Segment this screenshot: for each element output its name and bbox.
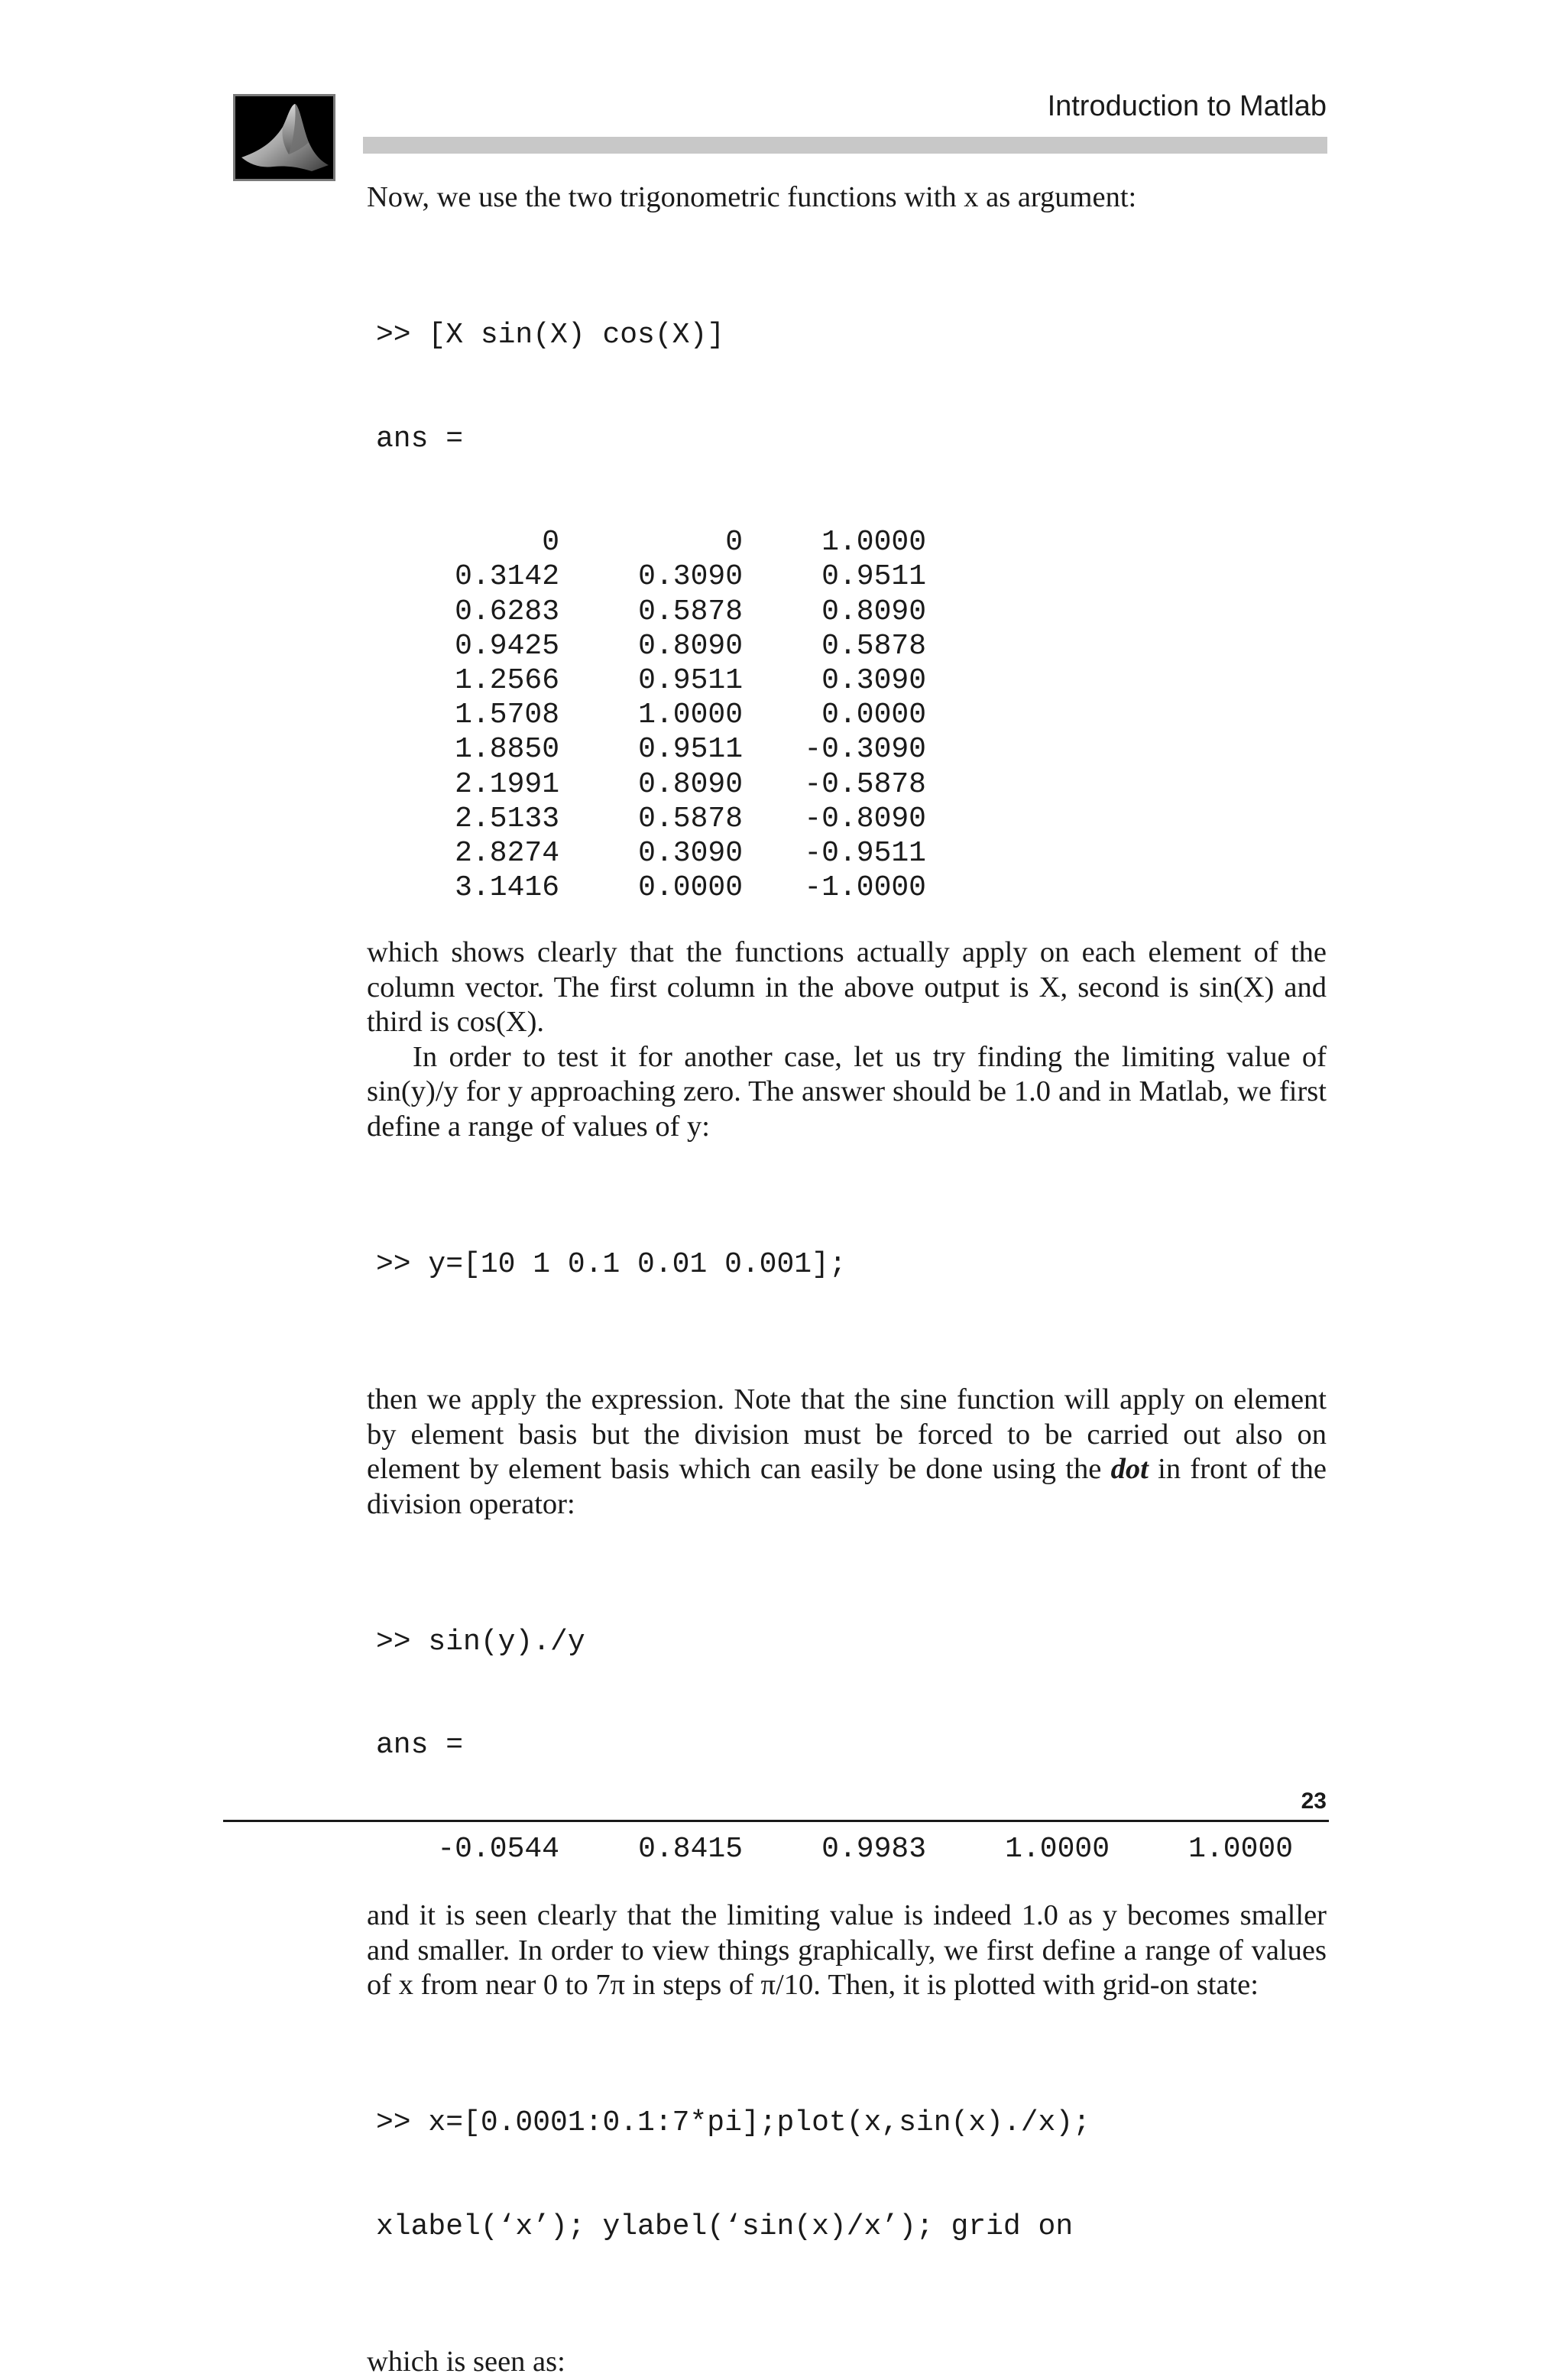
matrix-cell: 0.3142: [455, 560, 559, 594]
code-block-y-range: [367, 1178, 1327, 1351]
intro-paragraph: Now, we use the two trigonometric functions with x as argument:: [367, 181, 1137, 213]
matrix-cell: 0.0000: [638, 871, 743, 905]
header-title: Introduction to Matlab: [1047, 90, 1327, 122]
vector-cell: 0.9983: [821, 1832, 926, 1866]
paragraph-graphical: and it is seen clearly that the limiting value is indeed 1.0 as y becomes smaller and smaller. In order to view things graphically, we first define a range of values of x from near 0 to 7π in steps of π/10. Then, it is plotted with grid-on state:: [367, 1899, 1327, 2002]
matrix-cell: 0.5878: [821, 629, 926, 663]
code-block-plot: [367, 2037, 1327, 2314]
matrix-cell: -0.3090: [804, 733, 926, 767]
matrix-cell: 1.0000: [821, 526, 926, 559]
vector-cell: 1.0000: [1005, 1832, 1110, 1866]
footer-rule: [223, 1820, 1329, 1822]
header-bar: [363, 137, 1327, 154]
matrix-cell: 0.3090: [638, 560, 743, 594]
matrix-row: [367, 559, 926, 594]
text-fragment: in front of the division operator:: [367, 1453, 1327, 1520]
code-command: >> sin(y)./y: [376, 1625, 585, 1659]
matrix-cell: 2.1991: [455, 767, 559, 801]
matrix-row: [367, 767, 926, 802]
code-command: >> [X sin(X) cos(X)]: [376, 318, 725, 352]
vector-cell: 1.0000: [1188, 1832, 1293, 1866]
matrix-cell: 1.5708: [455, 699, 559, 732]
paragraph-explanation: which shows clearly that the functions actually apply on each element of the column vector. The first column in the above output is X, second is sin(X) and third is cos(X).: [367, 936, 1327, 1039]
matrix-cell: 0.9511: [821, 560, 926, 594]
matrix-row: [367, 698, 926, 732]
matrix-cell: 0.3090: [821, 663, 926, 697]
matrix-cell: 2.8274: [455, 836, 559, 870]
matrix-cell: 0.8090: [638, 629, 743, 663]
paragraph-seen-as: which is seen as:: [367, 2346, 565, 2378]
paragraph-limit-test: In order to test it for another case, let us try finding the limiting value of sin(y)/y for y approaching zero. The answer should be 1.0 and in Matlab, we first define a range of values of y:: [367, 1040, 1327, 1143]
matrix-cell: 0.8090: [638, 767, 743, 801]
matrix-cell: 0.9511: [638, 733, 743, 767]
matrix-cell: 0.3090: [638, 836, 743, 870]
code-block-sinc: [367, 1555, 1327, 1832]
matrix-cell: 0.5878: [638, 802, 743, 835]
page-number: 23: [1301, 1788, 1327, 1814]
matrix-cell: -1.0000: [804, 871, 926, 905]
code-line-plot: >> x=[0.0001:0.1:7*pi];plot(x,sin(x)./x);: [376, 2106, 1090, 2140]
matrix-cell: 1.2566: [455, 663, 559, 697]
matrix-row: [367, 525, 926, 559]
vector-cell: 0.8415: [638, 1832, 743, 1866]
code-block-trig: [367, 249, 1327, 526]
matrix-row: [367, 663, 926, 698]
matrix-cell: -0.8090: [804, 802, 926, 835]
text-fragment: then we apply the expression. Note that the sine function will apply on element by element basis but the division must be forced to be carried out also on element by element basis which can easily be done using the: [367, 1383, 1327, 1486]
code-line-labels: xlabel(‘x’); ylabel(‘sin(x)/x’); grid on: [376, 2210, 1074, 2243]
matrix-cell: 0.8090: [821, 595, 926, 628]
matrix-row: [367, 836, 926, 871]
code-command: >> y=[10 1 0.1 0.01 0.001];: [376, 1247, 847, 1281]
paragraph-dot-operator: [367, 1383, 1327, 1522]
matrix-cell: 1.0000: [638, 699, 743, 732]
matrix-cell: 0.0000: [821, 699, 926, 732]
matrix-row: [367, 595, 926, 629]
vector-cell: -0.0544: [437, 1832, 559, 1866]
code-ans-label: ans =: [376, 422, 464, 456]
matrix-cell: 0: [542, 526, 559, 559]
matrix-row: [367, 732, 926, 767]
sinc-output-row: [367, 1832, 1293, 1866]
matrix-row: [367, 802, 926, 836]
trig-output-matrix: [367, 525, 926, 905]
matrix-cell: 2.5133: [455, 802, 559, 835]
matrix-cell: 0.9511: [638, 663, 743, 697]
matrix-row: [367, 871, 926, 905]
vector-row: [367, 1832, 1293, 1866]
matrix-cell: 1.8850: [455, 733, 559, 767]
matrix-cell: 0.6283: [455, 595, 559, 628]
code-ans-label: ans =: [376, 1729, 464, 1762]
matrix-cell: 0: [725, 526, 743, 559]
matrix-cell: -0.5878: [804, 767, 926, 801]
matlab-logo-icon: [233, 94, 335, 181]
matrix-cell: 0.9425: [455, 629, 559, 663]
emphasis-dot: dot: [1110, 1453, 1149, 1486]
matrix-cell: 0.5878: [638, 595, 743, 628]
matrix-cell: 3.1416: [455, 871, 559, 905]
matrix-row: [367, 629, 926, 663]
page-content: [367, 180, 1327, 2380]
matrix-cell: -0.9511: [804, 836, 926, 870]
